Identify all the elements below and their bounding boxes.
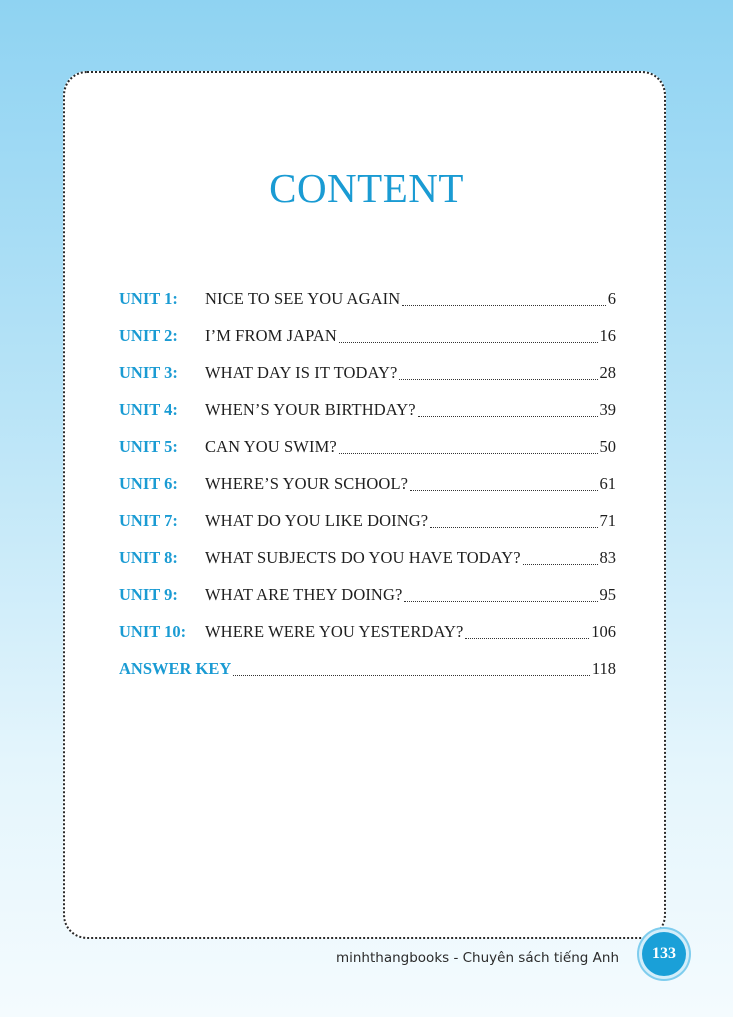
- dot-leader: [430, 526, 597, 528]
- page-number: 83: [599, 547, 616, 567]
- toc-row-unit-8[interactable]: [119, 539, 616, 576]
- unit-label: UNIT 4:: [119, 399, 178, 419]
- page-number: 50: [599, 436, 616, 456]
- unit-title: CAN YOU SWIM?: [205, 436, 337, 456]
- dot-leader: [339, 452, 598, 454]
- toc-row-unit-10[interactable]: [119, 613, 616, 650]
- unit-title: WHEN’S YOUR BIRTHDAY?: [205, 399, 416, 419]
- toc-row-unit-4[interactable]: [119, 391, 616, 428]
- dot-leader: [523, 563, 598, 565]
- unit-label: UNIT 5:: [119, 436, 178, 456]
- toc-row-unit-3[interactable]: [119, 354, 616, 391]
- unit-title: NICE TO SEE YOU AGAIN: [205, 288, 401, 308]
- unit-title: WHERE’S YOUR SCHOOL?: [205, 473, 409, 493]
- unit-title: WHAT ARE THEY DOING?: [205, 584, 403, 604]
- unit-label: UNIT 7:: [119, 510, 178, 530]
- page-number: 71: [599, 510, 616, 530]
- dot-leader: [339, 341, 598, 343]
- toc-row-unit-9[interactable]: [119, 576, 616, 613]
- unit-title: WHERE WERE YOU YESTERDAY?: [205, 621, 464, 641]
- toc-row-unit-2[interactable]: [119, 317, 616, 354]
- toc-row-unit-1[interactable]: [119, 280, 616, 317]
- page-number: 39: [599, 399, 616, 419]
- toc-row-answer-key[interactable]: [119, 650, 616, 687]
- unit-label: UNIT 1:: [119, 288, 178, 308]
- unit-label: UNIT 6:: [119, 473, 178, 493]
- unit-label: UNIT 2:: [119, 325, 178, 345]
- dot-leader: [399, 378, 597, 380]
- unit-title: WHAT DO YOU LIKE DOING?: [205, 510, 429, 530]
- dot-leader: [418, 415, 598, 417]
- table-of-contents: [119, 280, 616, 687]
- page-number: 61: [599, 473, 616, 493]
- page-number: 16: [599, 325, 616, 345]
- page-number: 28: [599, 362, 616, 382]
- page-number: 95: [599, 584, 616, 604]
- dot-leader: [233, 674, 590, 676]
- unit-label: UNIT 3:: [119, 362, 178, 382]
- page-title: CONTENT: [269, 165, 464, 211]
- dot-leader: [402, 304, 606, 306]
- unit-title: WHAT DAY IS IT TODAY?: [205, 362, 398, 382]
- page-number: 6: [607, 288, 616, 308]
- unit-label: UNIT 8:: [119, 547, 178, 567]
- unit-title: WHAT SUBJECTS DO YOU HAVE TODAY?: [205, 547, 521, 567]
- page-number-badge: 133: [642, 932, 686, 976]
- unit-label: UNIT 10:: [119, 621, 187, 641]
- toc-row-unit-6[interactable]: [119, 465, 616, 502]
- page-number: 106: [591, 621, 616, 641]
- dot-leader: [410, 489, 597, 491]
- answer-key-label: ANSWER KEY: [119, 658, 232, 678]
- toc-row-unit-5[interactable]: [119, 428, 616, 465]
- footer-publisher-text: minhthangbooks - Chuyên sách tiếng Anh: [335, 950, 619, 966]
- toc-row-unit-7[interactable]: [119, 502, 616, 539]
- dot-leader: [404, 600, 597, 602]
- unit-title: I’M FROM JAPAN: [205, 325, 337, 345]
- dot-leader: [465, 637, 589, 639]
- unit-label: UNIT 9:: [119, 584, 178, 604]
- page-number: 118: [591, 658, 616, 678]
